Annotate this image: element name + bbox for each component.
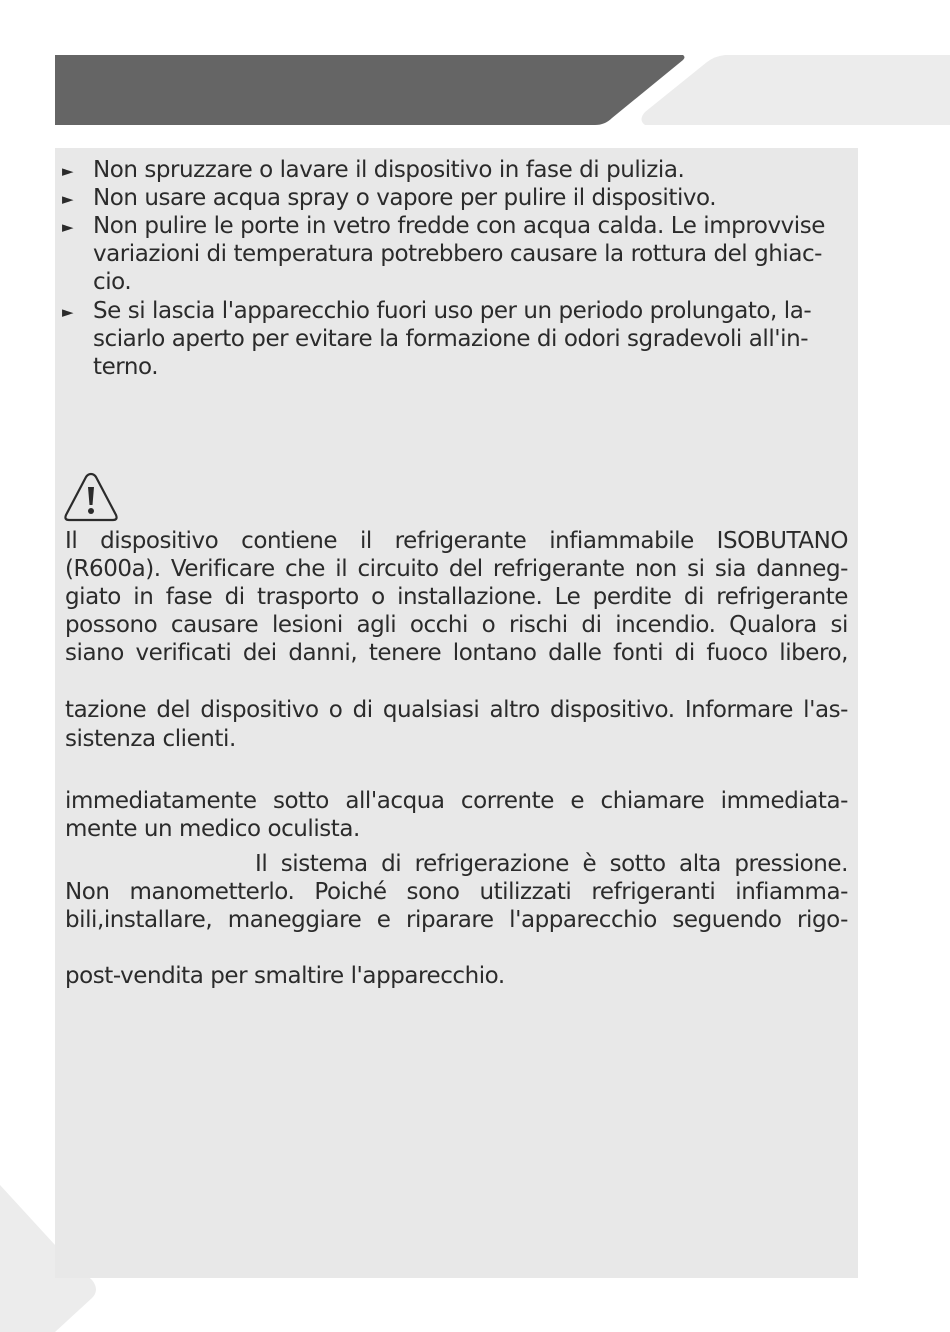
warning-triangle-icon (63, 471, 119, 523)
bullet-3-line-2: variazioni di temperatura potrebbero causare la rottura del ghiac- (93, 241, 823, 267)
bullet-play-triangle-icon: ► (62, 218, 74, 236)
warning-line-1: Il dispositivo contiene il refrigerante infiammabile ISOBUTANO (65, 528, 848, 554)
paragraph-4-line-1: Il sistema di refrigerazione è sotto alta pressione. (255, 851, 848, 877)
paragraph-4-line-3: bili,installare, maneggiare e riparare l'apparecchio seguendo rigo- (65, 907, 848, 933)
bullet-play-triangle-icon: ► (62, 303, 74, 321)
bullet-3-line-3: cio. (93, 269, 132, 295)
paragraph-3-line-2: mente un medico oculista. (65, 816, 360, 842)
header-tab-secondary (642, 55, 950, 125)
bullet-play-triangle-icon: ► (62, 190, 74, 208)
warning-line-5: siano verificati dei danni, tenere lontano dalle fonti di fuoco libero, (65, 640, 848, 666)
bullet-2-line-1: Non usare acqua spray o vapore per pulire il dispositivo. (93, 185, 717, 211)
bullet-4-line-1: Se si lascia l'apparecchio fuori uso per un periodo prolungato, la- (93, 298, 812, 324)
bullet-1-line-1: Non spruzzare o lavare il dispositivo in fase di pulizia. (93, 157, 685, 183)
bullet-play-triangle-icon: ► (62, 162, 74, 180)
paragraph-2-line-1: tazione del dispositivo o di qualsiasi altro dispositivo. Informare l'as- (65, 697, 848, 723)
bullet-4-line-2: sciarlo aperto per evitare la formazione di odori sgradevoli all'in- (93, 326, 809, 352)
paragraph-4-line-2: Non manometterlo. Poiché sono utilizzati refrigeranti infiamma- (65, 879, 848, 905)
warning-line-4: possono causare lesioni agli occhi o rischi di incendio. Qualora si (65, 612, 848, 638)
paragraph-3-line-1: immediatamente sotto all'acqua corrente e chiamare immediata- (65, 788, 848, 814)
paragraph-2-line-2: sistenza clienti. (65, 726, 236, 752)
bullet-3-line-1: Non pulire le porte in vetro fredde con acqua calda. Le improvvise (93, 213, 825, 239)
bullet-4-line-3: terno. (93, 354, 159, 380)
paragraph-5-line-1: post-vendita per smaltire l'apparecchio. (65, 963, 505, 989)
warning-line-3: giato in fase di trasporto o installazione. Le perdite di refrigerante (65, 584, 848, 610)
warning-line-2: (R600a). Verificare che il circuito del refrigerante non si sia danneg- (65, 556, 848, 582)
header-tab (55, 55, 685, 125)
